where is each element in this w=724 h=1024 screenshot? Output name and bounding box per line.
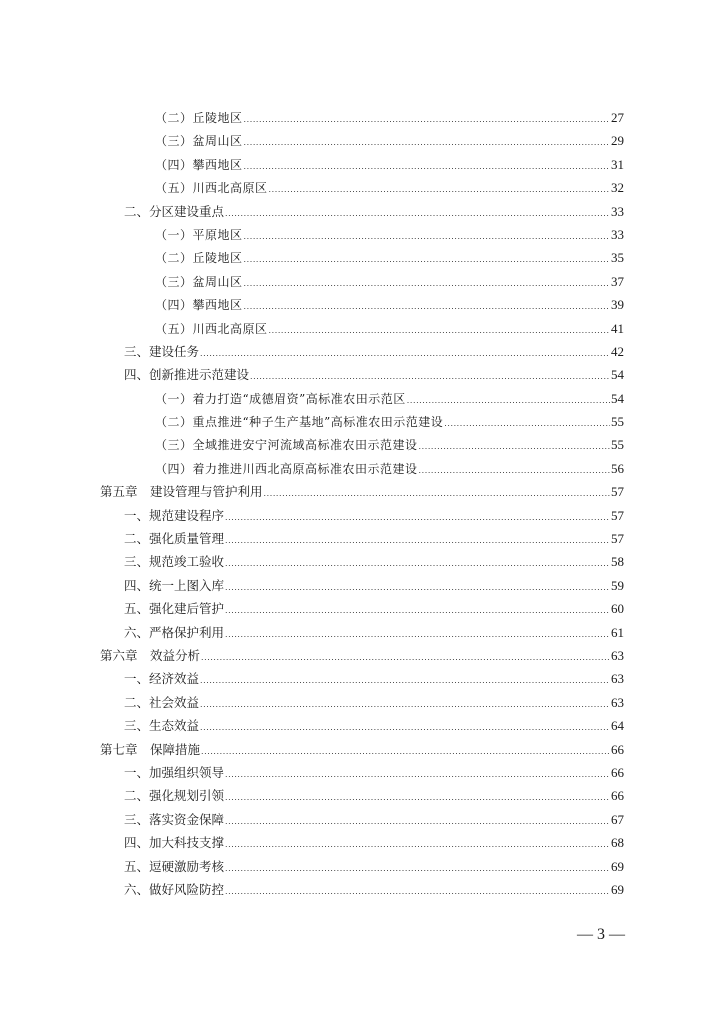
dot-leader [264, 482, 610, 505]
dot-leader [201, 740, 610, 763]
toc-entry-title: 三、生态效益 [124, 718, 200, 734]
toc-entry-page-number: 54 [611, 390, 624, 406]
dot-leader [244, 272, 610, 295]
dot-leader [225, 599, 610, 622]
toc-entry[interactable] [100, 644, 624, 667]
toc-entry-title: 一、加强组织领导 [124, 764, 225, 780]
dot-leader [250, 365, 610, 388]
toc-entry-page-number: 57 [611, 507, 624, 523]
toc-entry-title: 四、创新推进示范建设 [124, 367, 250, 383]
toc-entry-page-number: 66 [611, 788, 624, 804]
toc-entry[interactable] [100, 129, 624, 152]
page-number: — 3 — [577, 926, 625, 943]
dot-leader [200, 693, 610, 716]
dot-leader [419, 435, 610, 458]
toc-entry-title: 三、落实资金保障 [124, 811, 225, 827]
toc-entry[interactable] [100, 363, 624, 386]
toc-entry-page-number: 31 [611, 156, 624, 172]
toc-entry-page-number: 59 [611, 577, 624, 593]
toc-entry-title: 二、分区建设重点 [124, 203, 225, 219]
dot-leader [225, 623, 610, 646]
toc-entry-title: （二）丘陵地区 [155, 251, 243, 266]
toc-entry-page-number: 58 [611, 554, 624, 570]
toc-entry[interactable] [100, 387, 624, 410]
toc-entry[interactable] [100, 597, 624, 620]
dot-leader [244, 248, 610, 271]
toc-entry-page-number: 66 [611, 764, 624, 780]
toc-entry-page-number: 66 [611, 741, 624, 757]
toc-entry[interactable] [100, 223, 624, 246]
toc-entry-title: 六、严格保护利用 [124, 624, 225, 640]
dot-leader [225, 763, 610, 786]
toc-entry[interactable] [100, 621, 624, 644]
toc-entry[interactable] [100, 480, 624, 503]
toc-entry-title: 五、逗硬激励考核 [124, 858, 225, 874]
toc-entry-page-number: 61 [611, 624, 624, 640]
toc-entry-title: 第五章 建设管理与管护利用 [100, 484, 263, 500]
toc-entry-title: 一、经济效益 [124, 671, 200, 687]
toc-entry-page-number: 55 [611, 437, 624, 453]
dot-leader [419, 459, 610, 482]
toc-entry-title: （一）着力打造“成德眉资”高标准农田示范区 [155, 391, 406, 406]
toc-entry-title: 六、做好风险防控 [124, 881, 225, 897]
toc-entry-title: （四）攀西地区 [155, 157, 243, 172]
toc-entry[interactable] [100, 550, 624, 573]
toc-entry-title: 四、统一上图入库 [124, 577, 225, 593]
toc-entry[interactable] [100, 246, 624, 269]
dot-leader [225, 202, 610, 225]
toc-entry-title: （一）平原地区 [155, 227, 243, 242]
toc-entry-page-number: 35 [611, 250, 624, 266]
dot-leader [444, 412, 610, 435]
toc-entry-page-number: 57 [611, 484, 624, 500]
toc-entry-title: （三）盆周山区 [155, 274, 243, 289]
toc-entry-title: （二）丘陵地区 [155, 111, 243, 125]
toc-entry[interactable] [100, 527, 624, 550]
toc-entry[interactable] [100, 457, 624, 480]
dot-leader [244, 131, 610, 154]
toc-entry[interactable] [100, 106, 624, 129]
toc-entry[interactable] [100, 714, 624, 737]
toc-entry-title: 四、加大科技支撑 [124, 835, 225, 851]
toc-entry[interactable] [100, 831, 624, 854]
toc-entry-page-number: 67 [611, 811, 624, 827]
toc-entry[interactable] [100, 153, 624, 176]
toc-entry[interactable] [100, 270, 624, 293]
dot-leader [225, 833, 610, 856]
toc-entry-title: 三、建设任务 [124, 343, 200, 359]
toc-entry-page-number: 33 [611, 226, 624, 242]
toc-entry-title: 二、强化规划引领 [124, 788, 225, 804]
dot-leader [407, 389, 610, 412]
toc-entry-title: 第七章 保障措施 [100, 741, 201, 757]
toc-entry-page-number: 54 [611, 367, 624, 383]
dot-leader [225, 810, 610, 833]
toc-entry-page-number: 63 [611, 671, 624, 687]
toc-entry-title: 二、社会效益 [124, 694, 200, 710]
toc-entry-page-number: 41 [611, 320, 624, 336]
toc-entry-page-number: 69 [611, 881, 624, 897]
toc-entry[interactable] [100, 761, 624, 784]
toc-entry[interactable] [100, 738, 624, 761]
toc-entry-page-number: 56 [611, 460, 624, 476]
dot-leader [225, 529, 610, 552]
toc-entry-title: （三）盆周山区 [155, 134, 243, 149]
toc-entry-page-number: 33 [611, 203, 624, 219]
toc-entry-page-number: 63 [611, 647, 624, 663]
toc-entry-page-number: 60 [611, 601, 624, 617]
dot-leader [225, 552, 610, 575]
dot-leader [225, 857, 610, 880]
toc-entry[interactable] [100, 340, 624, 363]
table-of-contents [100, 106, 624, 901]
dot-leader [225, 506, 610, 529]
toc-entry[interactable] [100, 317, 624, 340]
toc-entry-page-number: 42 [611, 343, 624, 359]
toc-entry-page-number: 27 [611, 110, 624, 125]
dot-leader [225, 576, 610, 599]
toc-entry-title: 三、规范竣工验收 [124, 554, 225, 570]
toc-entry[interactable] [100, 667, 624, 690]
dot-leader [201, 646, 610, 669]
toc-entry-page-number: 32 [611, 180, 624, 196]
toc-entry-title: 第六章 效益分析 [100, 647, 201, 663]
toc-entry[interactable] [100, 855, 624, 878]
toc-entry-page-number: 39 [611, 297, 624, 313]
toc-entry[interactable] [100, 293, 624, 316]
dot-leader [244, 225, 610, 248]
toc-entry[interactable] [100, 784, 624, 807]
toc-entry[interactable] [100, 808, 624, 831]
toc-entry[interactable] [100, 878, 624, 901]
dot-leader [244, 155, 610, 178]
toc-entry-page-number: 55 [611, 414, 624, 430]
toc-entry-title: （五）川西北高原区 [155, 181, 268, 196]
toc-entry[interactable] [100, 691, 624, 714]
toc-entry-title: 五、强化建后管护 [124, 601, 225, 617]
toc-entry-page-number: 64 [611, 718, 624, 734]
dot-leader [200, 716, 610, 739]
toc-entry-title: 二、强化质量管理 [124, 531, 225, 547]
dot-leader [269, 178, 610, 201]
toc-entry[interactable] [100, 504, 624, 527]
toc-entry-title: （五）川西北高原区 [155, 321, 268, 336]
toc-entry-page-number: 69 [611, 858, 624, 874]
toc-entry-title: （四）攀西地区 [155, 298, 243, 313]
toc-entry[interactable] [100, 200, 624, 223]
toc-entry-page-number: 63 [611, 694, 624, 710]
dot-leader [244, 108, 610, 131]
toc-entry[interactable] [100, 176, 624, 199]
toc-entry[interactable] [100, 433, 624, 456]
toc-entry-page-number: 57 [611, 531, 624, 547]
dot-leader [244, 295, 610, 318]
toc-entry-page-number: 37 [611, 273, 624, 289]
toc-entry[interactable] [100, 410, 624, 433]
dot-leader [200, 342, 610, 365]
dot-leader [225, 786, 610, 809]
dot-leader [200, 669, 610, 692]
toc-entry-title: 一、规范建设程序 [124, 507, 225, 523]
toc-entry[interactable] [100, 574, 624, 597]
toc-entry-title: （二）重点推进“种子生产基地”高标准农田示范建设 [155, 415, 444, 430]
toc-entry-page-number: 68 [611, 835, 624, 851]
dot-leader [225, 880, 610, 903]
toc-entry-page-number: 29 [611, 133, 624, 149]
dot-leader [269, 319, 610, 342]
toc-entry-title: （三）全域推进安宁河流域高标准农田示范建设 [155, 438, 418, 453]
toc-entry-title: （四）着力推进川西北高原高标准农田示范建设 [155, 461, 418, 476]
